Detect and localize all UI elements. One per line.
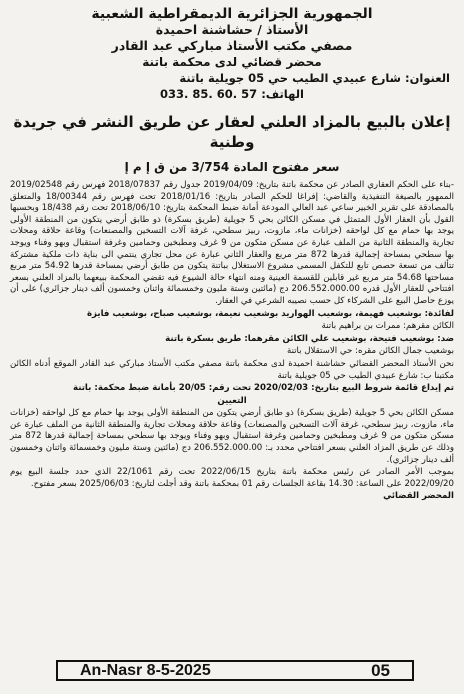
bailiff-name: الأستاذ / حشاشنة احميدة — [155, 22, 309, 37]
newspaper-footer — [56, 660, 414, 681]
newspaper-date: An-Nasr 8-5-2025 — [80, 661, 211, 679]
page-number: 05 — [371, 660, 390, 680]
court-line: محضر قضائي لدى محكمة باتنة — [142, 55, 322, 69]
bailiff-header — [10, 6, 454, 102]
property-description: مسكن الكائن بحي 5 جويلية (طريق بسكرة) ذو طابق أرضي يتكون من المنطقة الأولى يوجد بها حمام مع كل لواحقه (خزانات ماء، مازوت، ربيز سطحي، غرفة آلات التسخين والمصنعات) وقاعة حلاقة ومحلات تجارية والمنطقة الثانية من الملف عبارة عن مسكن متكون من 9 غرف ومطبخين وحمامين وغرفة استقبال وبهو وفناء ويوجد بها سطحي بمساحة إجمالية قدرها 872 متر وذلك عن طريق المزاد العلني بسعر افتتاحي محدد بـ: 206.552.000.00 دج (مائتين وستة مليون وخمسمائة واثنان وخمسون ألف دينار جزائري). — [10, 408, 455, 465]
signature-label: المحضر القضائي — [383, 491, 454, 502]
bailiff-statement: نحن الأستاذ المحضر القضائي حشاشنة احميدة لدى محكمة باتنة مصفي مكتب الأستاذ مباركي عبد القادر الموقع أدناه الكائن مكتبنا ب: شارع عبيدي الطيب حي 05 جويلية باتنة — [10, 358, 454, 381]
beneficiaries: لفائدة: بوشعيب فهيمة، بوشعيب الهواريد بوشعيب نعيمة، بوشعيب صباح، بوشعيب فايزة — [86, 308, 454, 319]
judgment-paragraph: -بناء على الحكم العقاري الصادر عن محكمة باتنة بتاريخ: 2019/04/09 جدول رقم 2018/07837 فهرس رقم 2019/02548 الممهور بالصيغة التنفيذية والقاضي: إفراغا للحكم الصادر بتاريخ: 2018/01/16 تحت فهرس رقم 18/00344 والمتعلق بالمصادقة على تقرير الخبير ساعي عبد العالي المودعة أمانة ضبط المحكمة بتاريخ: 2018/06/10 تحت رقم 18/438 وبحسبها القول بأن العقار الأول المتمثل في مسكن الكائن بحي 5 جويلية (طريق بسكرة) ذو طابق أرضي يتكون من المنطقة الأولى يوجد بها حمام مع كل لواحقه (خزانات ماء، مازوت، ربيز سطحي، غرفة آلات التسخين والمصنعات) وقاعة حلاقة ومحلات تجارية والمنطقة الثانية من الملف عبارة عن مسكن متكون من 9 غرف ومطبخين وحمامين وغرفة استقبال وبهو وفناء ويوجد بها سطحي بمساحة إجمالية قدرها 872 متر مربع والعقار الثاني عبارة عن محل تجاري ينتمي الى بناية ذات ملكية مشتركة تتألف من تسعة حصص تابع للتكفل المسمى مشروع الاستغلال بباتنة يتكون من طابق أرضي بمساحة قدرها 54.92 متر مربع مساحتها 54.68 متر مربع غير قابلين للقسمة العينية ومنه انتهاء حالة الشيوع فيه تقضي المحكمة ببيعهما بالمزاد العلني بسعر افتتاحي للعقار الأول قدره 206.552.000.00 دج (مائتين وستة مليون وخمسمائة واثنان وخمسون ألف دينار جزائري) على أن يوزع حاصل البيع على الشركاء كل حسب نصيبه الشرعي في العقار. — [10, 180, 455, 306]
liquidator-line: مصفي مكتب الأستاذ مباركي عبد القادر — [111, 38, 353, 53]
beneficiaries-address: الكائن مقرهم: ممرات بن براهيم باتنة — [321, 321, 454, 332]
announcement-body — [10, 180, 454, 503]
republic-name: الجمهورية الجزائرية الديمقراطية الشعبية — [91, 6, 373, 22]
auction-order: بموجب الأمر الصادر عن رئيس محكمة باتنة بتاريخ 2022/06/15 تحت رقم 22/1061 الذي حدد جلسة البيع يوم 2022/09/20 على الساعة: 14.30 بقاعة الجلسات رقم 01 بمحكمة باتنة وقد أجلت لتاريخ: 2025/06/03 بسعر مفتوح. — [10, 467, 454, 489]
announcement-subtitle: سعر مفتوح المادة 3/754 من ق إ م إ — [124, 160, 340, 174]
phone-line: الهاتف: 57 .60 .85 .033 — [160, 87, 304, 101]
defendants: ضد: بوشعيب فتيحة، بوشعيب علي الكائن مقرهما: طريق بسكرة باتنة — [165, 333, 454, 344]
announcement-title: إعلان بالبيع بالمزاد العلني لعقار عن طريق النشر في جريدة وطنية — [13, 113, 451, 151]
address-line: العنوان: شارع عبيدي الطيب حي 05 جويلية باتنة — [179, 71, 450, 85]
designation-heading: التعيين — [217, 395, 247, 406]
conditions-filing: تم إيداع قائمة شروط البيع بتاريخ: 2020/02/03 تحت رقم: 20/05 بأمانة ضبط محكمة: باتنة — [72, 383, 454, 394]
defendant-address: بوشعيب جمال الكائن مقره: حي الاستقلال باتنة — [286, 346, 454, 357]
